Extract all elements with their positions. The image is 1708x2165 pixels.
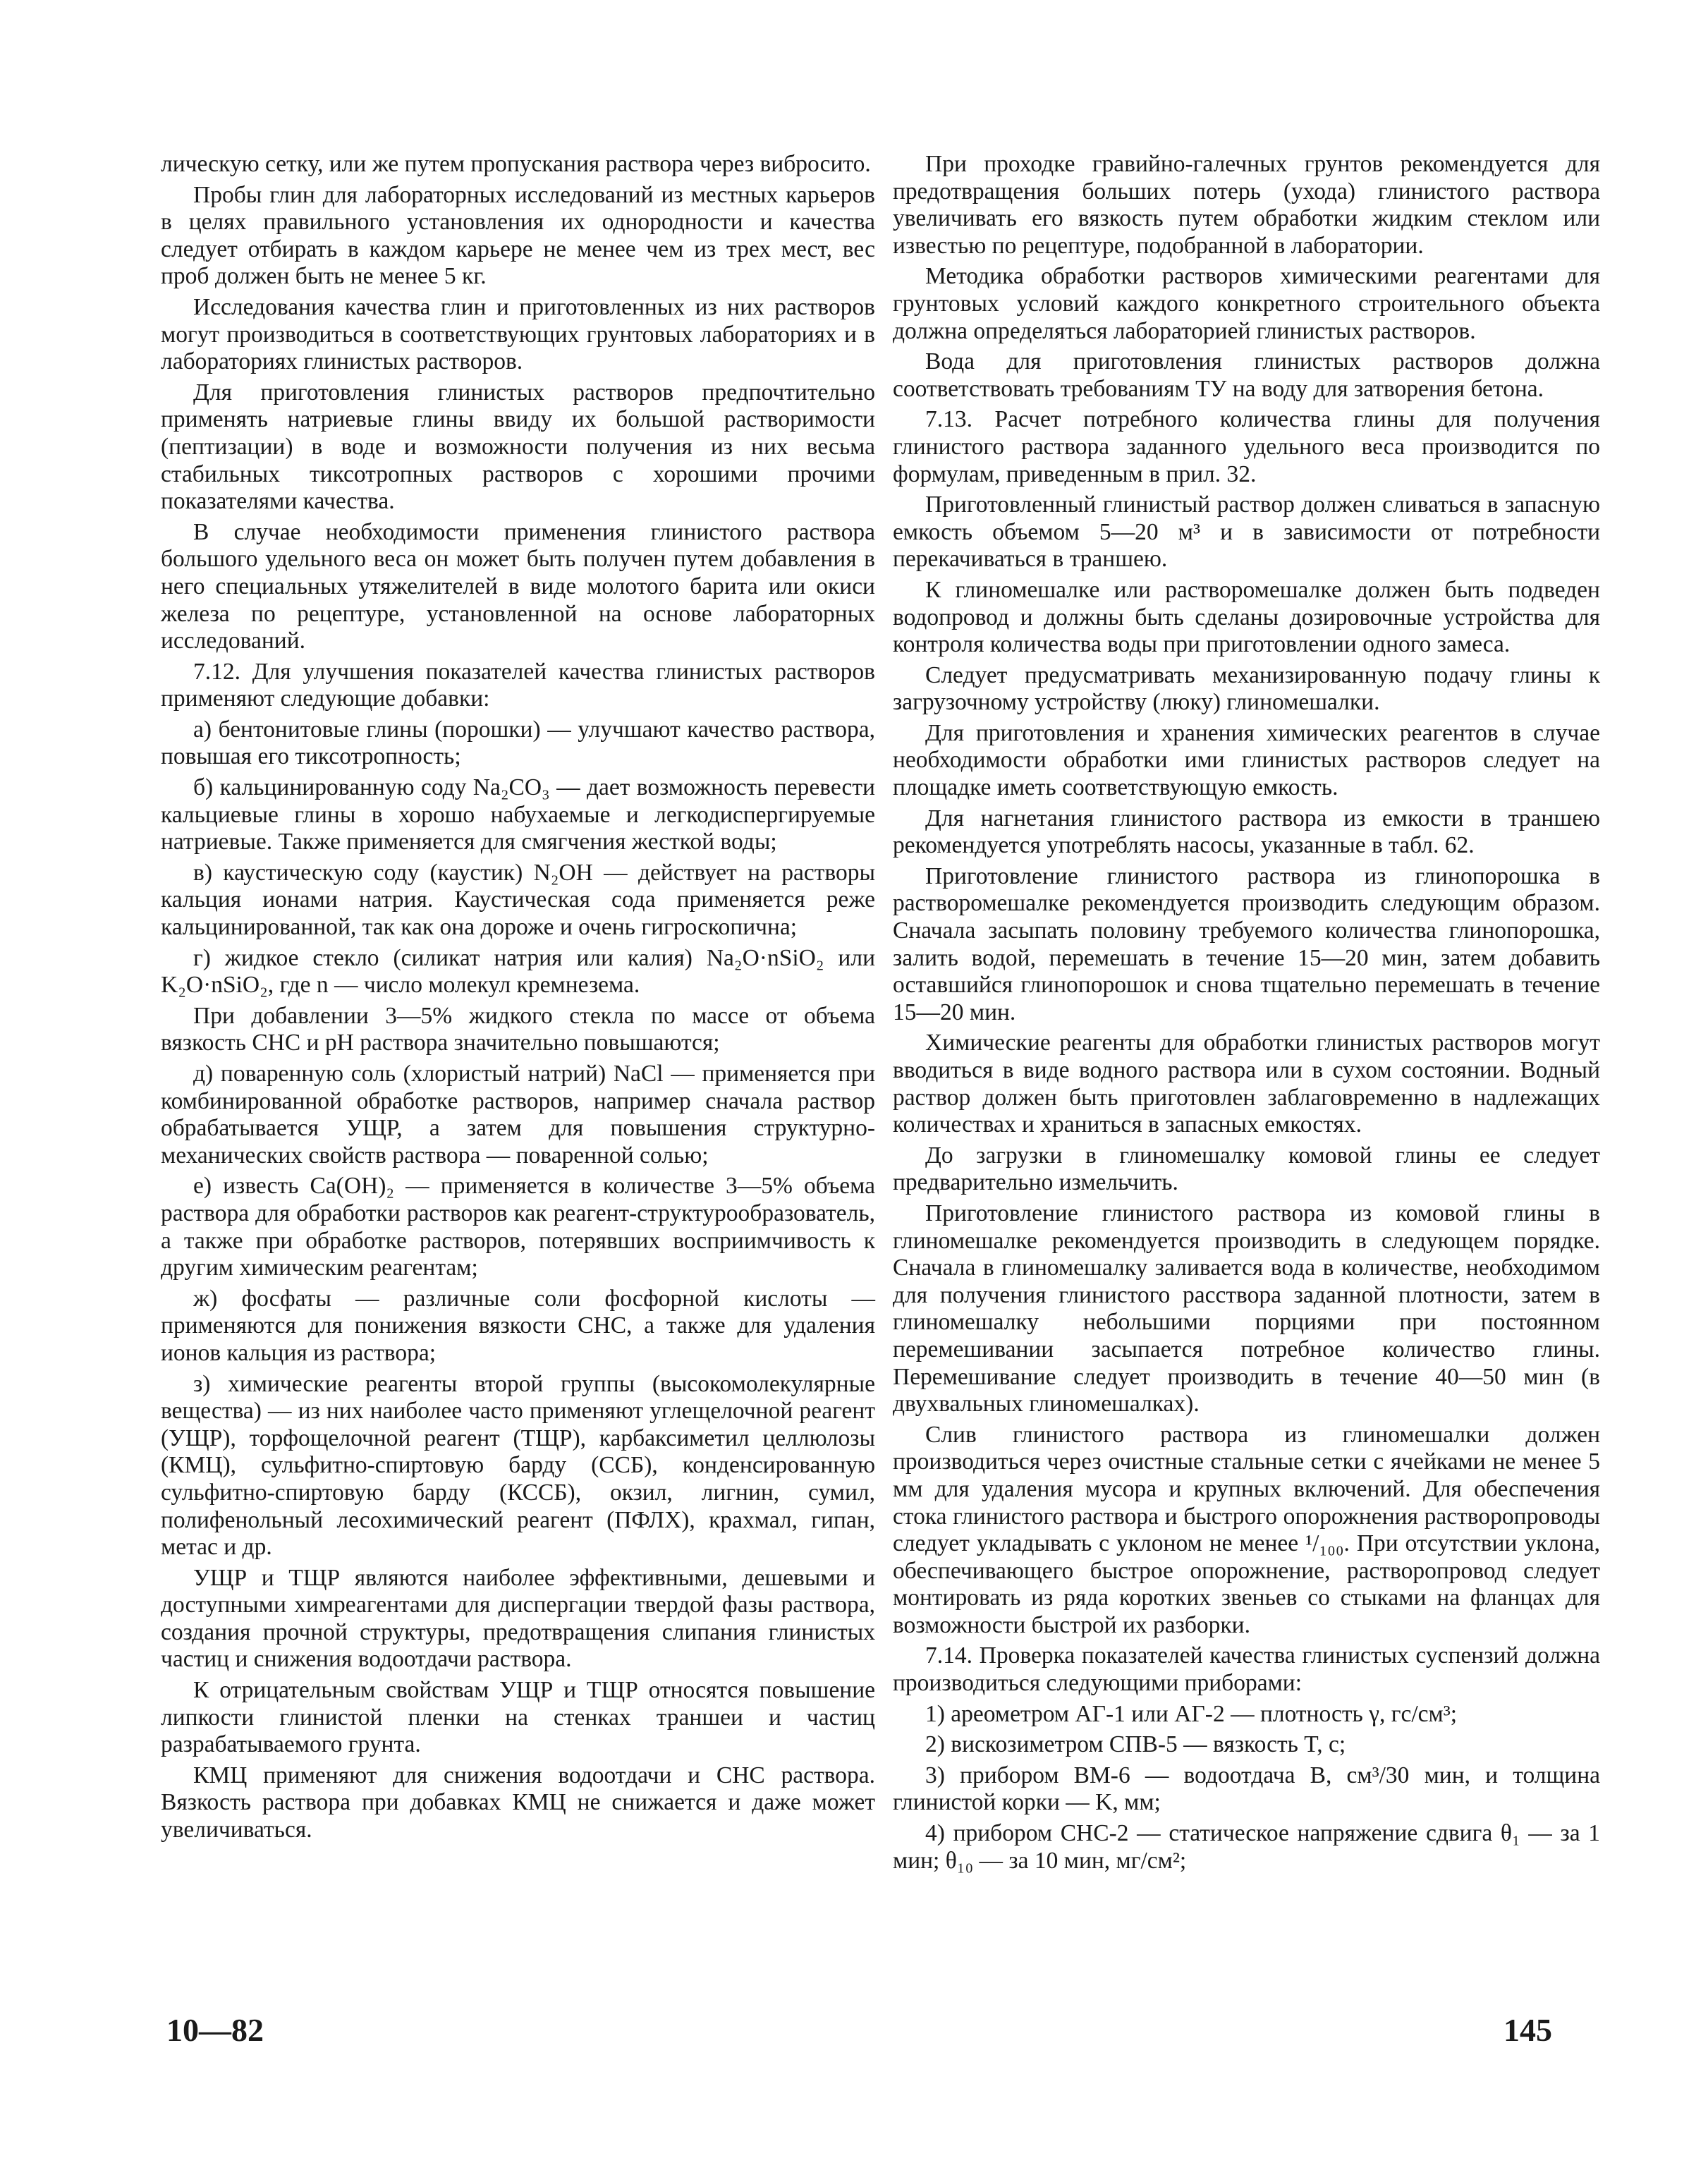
left-column bbox=[161, 151, 875, 1848]
paragraph: При добавлении 3—5% жидкого стекла по массе от объема вязкость СНС и pH раствора значительно повышаются; bbox=[161, 1002, 875, 1056]
paragraph: При проходке гравийно-галечных грунтов рекомендуется для предотвращения больших потерь (ухода) глинистого раствора увеличивать его вязкость путем обработки жидким стеклом или известью по рецептуре, подобранной в лаборатории. bbox=[893, 151, 1600, 259]
paragraph: лическую сетку, или же путем пропускания раствора через вибросито. bbox=[161, 151, 871, 177]
section-paragraph-7-14: 7.14. Проверка показателей качества глинистых суспензий должна производиться следующими приборами: bbox=[893, 1642, 1600, 1697]
list-item: ж) фосфаты — различные соли фосфорной кислоты — применяются для понижения вязкости СНС, а также для удаления ионов кальция из раствора; bbox=[161, 1285, 875, 1366]
paragraph: УЩР и ТЩР являются наиболее эффективными, дешевыми и доступными химреагентами для диспергации твердой фазы раствора, создания прочной структуры, предотвращения слипания глинистых частиц и снижения водоотдачи раствора. bbox=[161, 1564, 875, 1673]
paragraph: К отрицательным свойствам УЩР и ТЩР относятся повышение липкости глинистой пленки на стенках траншеи и частиц разрабатываемого грунта. bbox=[161, 1677, 875, 1758]
paragraph: Приготовленный глинистый раствор должен сливаться в запасную емкость объемом 5—20 м³ и в зависимости от потребности перекачиваться в траншею. bbox=[893, 492, 1600, 573]
list-item: з) химические реагенты второй группы (высокомолекулярные вещества) — из них наиболее часто применяют углещелочной реагент (УЩР), торфощелочной реагент (ТЩР), карбаксиметил целлюлозы (КМЦ), сульфитно-спиртовую барду (ССБ), конденсированную сульфитно-спиртовую барду (КССБ), окзил, лигнин, сумил, полифенольный лесохимический реагент (ПФЛХ), крахмал, гипан, метас и др. bbox=[161, 1370, 875, 1561]
paragraph: Пробы глин для лабораторных исследований из местных карьеров в целях правильного установления их однородности и качества следует отбирать в каждом карьере не менее чем из трех мест, вес проб должен быть не менее 5 кг. bbox=[161, 181, 875, 290]
section-paragraph-7-12: 7.12. Для улучшения показателей качества глинистых растворов применяют следующие добавки: bbox=[161, 658, 875, 712]
list-item: б) кальцинированную соду Na₂CO₃ — дает возможность перевести кальциевые глины в хорошо набухаемые и легкодиспергируемые натриевые. Также применяется для смягчения жесткой воды; bbox=[161, 774, 875, 855]
paragraph: К глиномешалке или растворомешалке должен быть подведен водопровод и должны быть сделаны дозировочные устройства для контроля количества воды при приготовлении одного замеса. bbox=[893, 576, 1600, 658]
list-item: 4) прибором СНС-2 — статическое напряжение сдвига θ₁ — за 1 мин; θ₁₀ — за 10 мин, мг/см²; bbox=[893, 1820, 1600, 1874]
paragraph: В случае необходимости применения глинистого раствора большого удельного веса он может быть получен путем добавления в него специальных утяжелителей в виде молотого барита или окиси железа по рецептуре, установленной на основе лабораторных исследований. bbox=[161, 518, 875, 654]
list-item: е) известь Ca(OH)₂ — применяется в количестве 3—5% объема раствора для обработки растворов как реагент-структурообразователь, а также при обработке растворов, потерявших восприимчивость к другим химическим реагентам; bbox=[161, 1173, 875, 1281]
paragraph: Исследования качества глин и приготовленных из них растворов могут производиться в соответствующих грунтовых лабораториях и в лабораториях глинистых растворов. bbox=[161, 293, 875, 375]
list-item: 2) вискозиметром СПВ-5 — вязкость T, с; bbox=[925, 1731, 1346, 1758]
paragraph: Для приготовления глинистых растворов предпочтительно применять натриевые глины ввиду их большой растворимости (пептизации) в воде и возможности получения из них весьма стабильных тиксотропных растворов с хорошими прочими показателями качества. bbox=[161, 379, 875, 515]
paragraph: Приготовление глинистого раствора из комовой глины в глиномешалке рекомендуется производить в следующем порядке. Сначала в глиномешалку заливается вода в количестве, необходимом для получения глинистого расствора заданной плотности, затем в глиномешалку небольшими порциями при постоянном перемешивании засыпается потребное количество глины. Перемешивание следует производить в течение 40—50 мин (в двухвальных глиномешалках). bbox=[893, 1200, 1600, 1417]
paragraph: Методика обработки растворов химическими реагентами для грунтовых условий каждого конкретного строительного объекта должна определяться лабораторией глинистых растворов. bbox=[893, 263, 1600, 344]
paragraph: Химические реагенты для обработки глинистых растворов могут вводиться в виде водного раствора или в сухом состоянии. Водный раствор должен быть приготовлен заблаговременно в надлежащих количествах и храниться в запасных емкостях. bbox=[893, 1030, 1600, 1138]
section-paragraph-7-13: 7.13. Расчет потребного количества глины для получения глинистого раствора заданного удельного веса производится по формулам, приведенным в прил. 32. bbox=[893, 406, 1600, 487]
list-item: д) поваренную соль (хлористый натрий) NaCl — применяется при комбинированной обработке растворов, например сначала раствор обрабатывается УЩР, а затем для повышения структурно-механических свойств раствора — поваренной солью; bbox=[161, 1061, 875, 1169]
paragraph: Для нагнетания глинистого раствора из емкости в траншею рекомендуется употреблять насосы, указанные в табл. 62. bbox=[893, 805, 1600, 859]
list-item: 1) ареометром АГ-1 или АГ-2 — плотность γ, гс/см³; bbox=[925, 1700, 1458, 1727]
list-item: г) жидкое стекло (силикат натрия или калия) Na₂O·nSiO₂ или K₂O·nSiO₂, где n — число молекул кремнезема. bbox=[161, 944, 875, 999]
paragraph: Для приготовления и хранения химических реагентов в случае необходимости обработки ими глинистых растворов следует на площадке иметь соответствующую емкость. bbox=[893, 719, 1600, 801]
paragraph: До загрузки в глиномешалку комовой глины ее следует предварительно измельчить. bbox=[893, 1142, 1600, 1196]
list-item: в) каустическую соду (каустик) N₂OH — действует на растворы кальция ионами натрия. Каустическая сода применяется реже кальцинированной, так как она дороже и очень гигроскопична; bbox=[161, 859, 875, 941]
list-item: а) бентонитовые глины (порошки) — улучшают качество раствора, повышая его тиксотропность; bbox=[161, 716, 875, 770]
list-item: 3) прибором ВМ-6 — водоотдача B, см³/30 мин, и толщина глинистой корки — K, мм; bbox=[893, 1762, 1600, 1816]
paragraph: Вода для приготовления глинистых растворов должна соответствовать требованиям ТУ на воду для затворения бетона. bbox=[893, 348, 1600, 402]
page-number: 145 bbox=[1503, 2012, 1552, 2048]
paragraph: Следует предусматривать механизированную подачу глины к загрузочному устройству (люку) глиномешалки. bbox=[893, 661, 1600, 716]
paragraph: КМЦ применяют для снижения водоотдачи и СНС раствора. Вязкость раствора при добавках КМЦ не снижается и даже может увеличиваться. bbox=[161, 1762, 875, 1843]
right-column bbox=[893, 151, 1600, 1878]
printer-signature: 10—82 bbox=[166, 2012, 264, 2048]
paragraph: Слив глинистого раствора из глиномешалки должен производиться через очистные стальные сетки с ячейками не менее 5 мм для удаления мусора и крупных включений. Для обеспечения стока глинистого раствора и быстрого опорожнения растворопроводы следует укладывать с уклоном не менее ¹/₁₀₀. При отсутствии уклона, обеспечивающего быстрое опорожнение, растворопровод следует монтировать из ряда коротких звеньев со стыками на фланцах для возможности быстрой их разборки. bbox=[893, 1421, 1600, 1638]
paragraph: Приготовление глинистого раствора из глинопорошка в растворомешалке рекомендуется производить следующим образом. Сначала засыпать половину требуемого количества глинопорошка, залить водой, перемешать в течение 15—20 мин, затем добавить оставшийся глинопорошок и снова тщательно перемешать в течение 15—20 мин. bbox=[893, 862, 1600, 1025]
